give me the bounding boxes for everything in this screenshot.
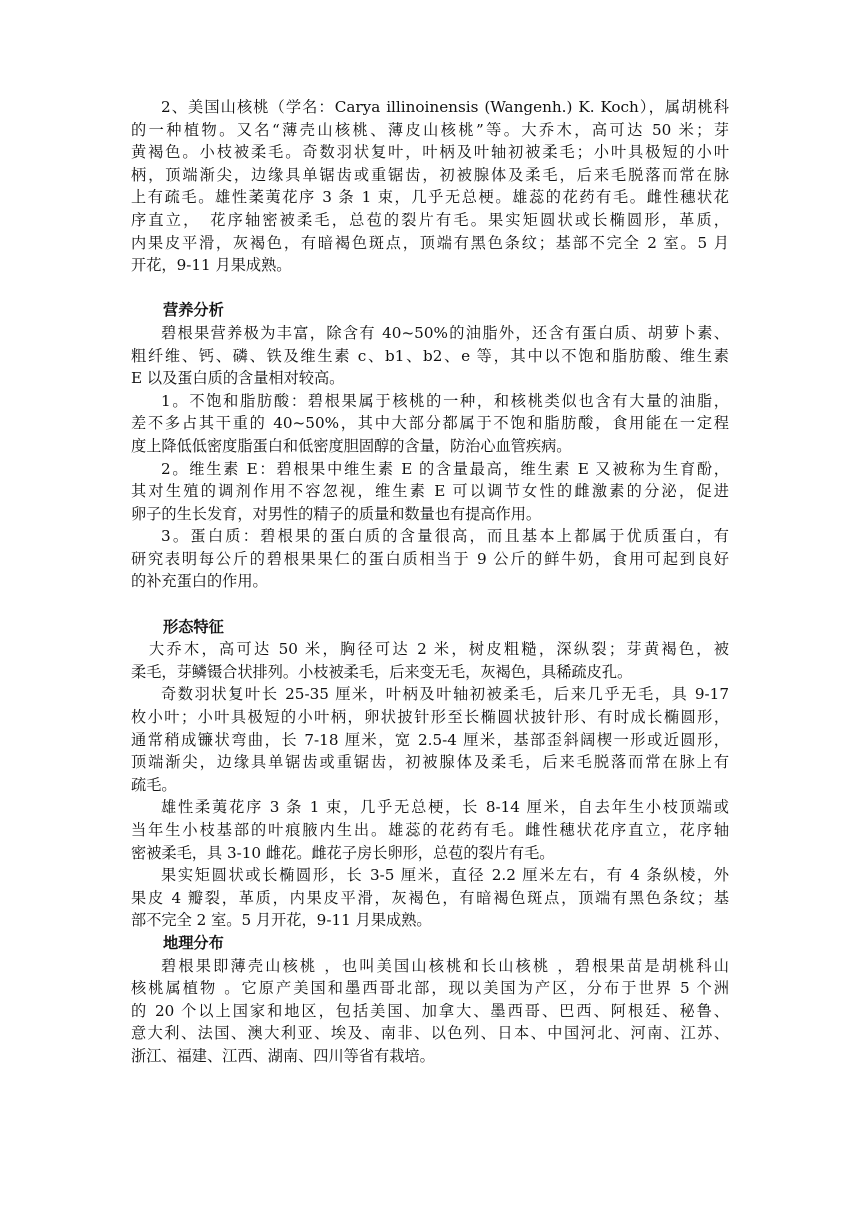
text-line: 黄褐色。小枝被柔毛。奇数羽状复叶，叶柄及叶轴初被柔毛；小叶具极短的小叶 <box>131 143 729 162</box>
text-line: 枚小叶；小叶具极短的小叶柄，卵状披针形至长椭圆状披针形、有时成长椭圆形， <box>131 708 729 727</box>
text-line: 碧根果即薄壳山核桃 ，也叫美国山核桃和长山核桃 ，碧根果苗是胡桃科山 <box>161 956 729 975</box>
distribution-section <box>131 932 729 1068</box>
section-heading: 地理分布 <box>163 933 224 952</box>
text-line: 当年生小枝基部的叶痕腋内生出。雄蕊的花药有毛。雌性穗状花序直立，花序轴 <box>131 821 729 839</box>
text-line: 序直立， 花序轴密被柔毛，总苞的裂片有毛。果实矩圆状或长椭圆形，革质， <box>131 210 729 229</box>
text-line: 差不多占其干重的 40~50%，其中大部分都属于不饱和脂肪酸，食用能在一定程 <box>131 414 729 433</box>
text-line: 密被柔毛，具 3-10 雌花。雌花子房长卵形，总苞的裂片有毛。 <box>131 843 555 862</box>
text-line: 2、美国山核桃（学名：Carya illinoinensis (Wangenh.) K. Koch），属胡桃科 <box>161 98 729 116</box>
text-line: 大乔木，高可达 50 米，胸径可达 2 米，树皮粗糙，深纵裂；芽黄褐色，被 <box>149 640 729 659</box>
text-line: 通常稍成镰状弯曲，长 7-18 厘米，宽 2.5-4 厘米，基部歪斜阔楔一形或近圆形， <box>131 730 729 749</box>
section-heading: 营养分析 <box>163 301 224 320</box>
text-line: 上有疏毛。雄性葇荑花序 3 条 1 束，几乎无总梗。雄蕊的花药有毛。雌性穗状花 <box>131 188 729 207</box>
text-line: E 以及蛋白质的含量相对较高。 <box>131 369 345 388</box>
text-line: 的 20 个以上国家和地区，包括美国、加拿大、墨西哥、巴西、阿根廷、秘鲁、 <box>131 1001 729 1020</box>
text-line: 浙江、福建、江西、湖南、四川等省有栽培。 <box>131 1046 435 1065</box>
text-line: 核桃属植物 。它原产美国和墨西哥北部，现以美国为产区，分布于世界 5 个洲 <box>131 979 729 998</box>
spacer <box>131 593 729 616</box>
text-line: 度上降低低密度脂蛋白和低密度胆固醇的含量，防治心血管疾病。 <box>131 436 572 455</box>
text-line: 柔毛，芽鳞镊合状排列。小枝被柔毛，后来变无毛，灰褐色，具稀疏皮孔。 <box>131 662 633 681</box>
text-line: 疏毛。 <box>131 775 177 794</box>
text-line: 的补充蛋白的作用。 <box>131 572 268 591</box>
text-line: 顶端渐尖，边缘具单锯齿或重锯齿，初被腺体及柔毛，后来毛脱落而常在脉上有 <box>131 753 729 772</box>
intro-paragraph <box>131 96 729 277</box>
text-line: 的一种植物。又名“薄壳山核桃、薄皮山核桃”等。大乔木，高可达 50 米；芽 <box>131 120 729 139</box>
text-line: 开花，9-11 月果成熟。 <box>131 256 292 275</box>
text-line: 研究表明每公斤的碧根果果仁的蛋白质相当于 9 公斤的鲜牛奶，食用可起到良好 <box>131 549 729 568</box>
text-line: 意大利、法国、澳大利亚、埃及、南非、以色列、日本、中国河北、河南、江苏、 <box>131 1024 729 1043</box>
section-heading: 形态特征 <box>163 617 224 636</box>
nutrition-section <box>131 299 729 593</box>
text-line: 卵子的生长发育，对男性的精子的质量和数量也有提高作用。 <box>131 504 542 523</box>
text-line: 2。维生素 E：碧根果中维生素 E 的含量最高，维生素 E 又被称为生育酚， <box>161 459 729 478</box>
text-line: 其对生殖的调剂作用不容忽视，维生素 E 可以调节女性的雌激素的分泌，促进 <box>131 482 729 501</box>
text-line: 粗纤维、钙、磷、铁及维生素 c、b1、b2、e 等，其中以不饱和脂肪酸、维生素 <box>131 346 729 365</box>
text-line: 奇数羽状复叶长 25-35 厘米，叶柄及叶轴初被柔毛，后来几乎无毛，具 9-17 <box>161 685 729 704</box>
text-line: 部不完全 2 室。5 月开花，9-11 月果成熟。 <box>131 911 432 930</box>
text-line: 内果皮平滑，灰褐色，有暗褐色斑点，顶端有黑色条纹；基部不完全 2 室。5 月 <box>131 233 729 252</box>
text-line: 1。不饱和脂肪酸：碧根果属于核桃的一种，和核桃类似也含有大量的油脂， <box>161 391 729 410</box>
text-line: 果实矩圆状或长椭圆形，长 3-5 厘米，直径 2.2 厘米左右，有 4 条纵棱，外 <box>161 866 729 885</box>
text-line: 柄，顶端渐尖，边缘具单锯齿或重锯齿，初被腺体及柔毛，后来毛脱落而常在脉 <box>131 165 729 184</box>
text-line: 3。蛋白质：碧根果的蛋白质的含量很高，而且基本上都属于优质蛋白，有 <box>161 527 729 546</box>
text-line: 果皮 4 瓣裂，革质，内果皮平滑，灰褐色，有暗褐色斑点，顶端有黑色条纹；基 <box>131 888 729 907</box>
text-line: 雄性柔荑花序 3 条 1 束，几乎无总梗，长 8-14 厘米，自去年生小枝顶端或 <box>161 798 729 817</box>
morphology-section <box>131 616 729 932</box>
document-page <box>131 96 729 1068</box>
spacer <box>131 277 729 300</box>
text-line: 碧根果营养极为丰富，除含有 40~50%的油脂外，还含有蛋白质、胡萝卜素、 <box>161 323 729 342</box>
